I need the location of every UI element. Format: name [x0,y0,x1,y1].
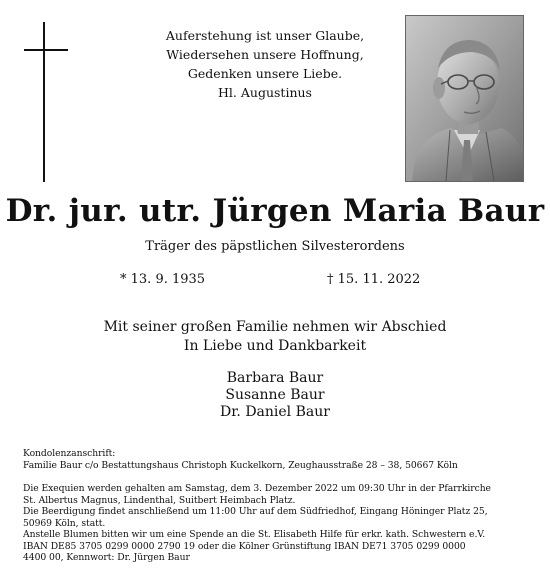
farewell-line: In Liebe und Dankbarkeit [183,338,367,354]
death-date: † 15. 11. 2022 [327,272,421,287]
details-line: Anstelle Blumen bitten wir um eine Spende an die St. Elisabeth Hilfe für erkr. kath. Schwestern e.V. [23,529,486,540]
birth-date: * 13. 9. 1935 [120,272,206,287]
details-line: IBAN DE85 3705 0299 0000 2790 19 oder die Kölner Grünstiftung IBAN DE71 3705 0299 0000 [23,540,466,552]
quote-line: Auferstehung ist unser Glaube, [165,28,365,43]
quote-line: Gedenken unsere Liebe. [187,66,343,81]
details-line: 4400 00, Kennwort: Dr. Jürgen Baur [23,552,190,563]
quote-line: Wiedersehen unsere Hoffnung, [166,47,364,62]
mourner-name: Susanne Baur [225,387,325,403]
farewell-text [0,318,550,356]
farewell-line: Mit seiner großen Familie nehmen wir Abschied [103,319,447,335]
service-details [23,483,533,564]
mourner-name: Barbara Baur [226,370,324,386]
portrait-relief-drawing [406,16,523,181]
condolence-address [23,448,533,471]
details-line: Die Exequien werden gehalten am Samstag, dem 3. Dezember 2022 um 09:30 Uhr in der Pfarrkirche [23,483,491,494]
deceased-name: Dr. jur. utr. Jürgen Maria Baur [5,193,545,229]
augustinus-quote [150,26,380,102]
portrait-relief-image [405,15,524,182]
mourners-list [0,370,550,421]
honor-title: Träger des päpstlichen Silvesterordens [145,239,405,254]
details-line: 50969 Köln, statt. [23,517,106,529]
mourner-name: Dr. Daniel Baur [220,404,330,420]
quote-attribution: Hl. Augustinus [218,85,312,100]
details-line: St. Albertus Magnus, Lindenthal, Suitbert Heimbach Platz. [23,494,296,506]
condolence-heading: Kondolenzanschrift: [23,448,116,459]
details-line: Die Beerdigung findet anschließend um 11:00 Uhr auf dem Südfriedhof, Eingang Höninger Platz 25, [23,506,488,517]
cross-icon [24,22,68,182]
condolence-address-line: Familie Baur c/o Bestattungshaus Christoph Kuckelkorn, Zeughausstraße 28 – 38, 50667 Köln [23,459,458,471]
